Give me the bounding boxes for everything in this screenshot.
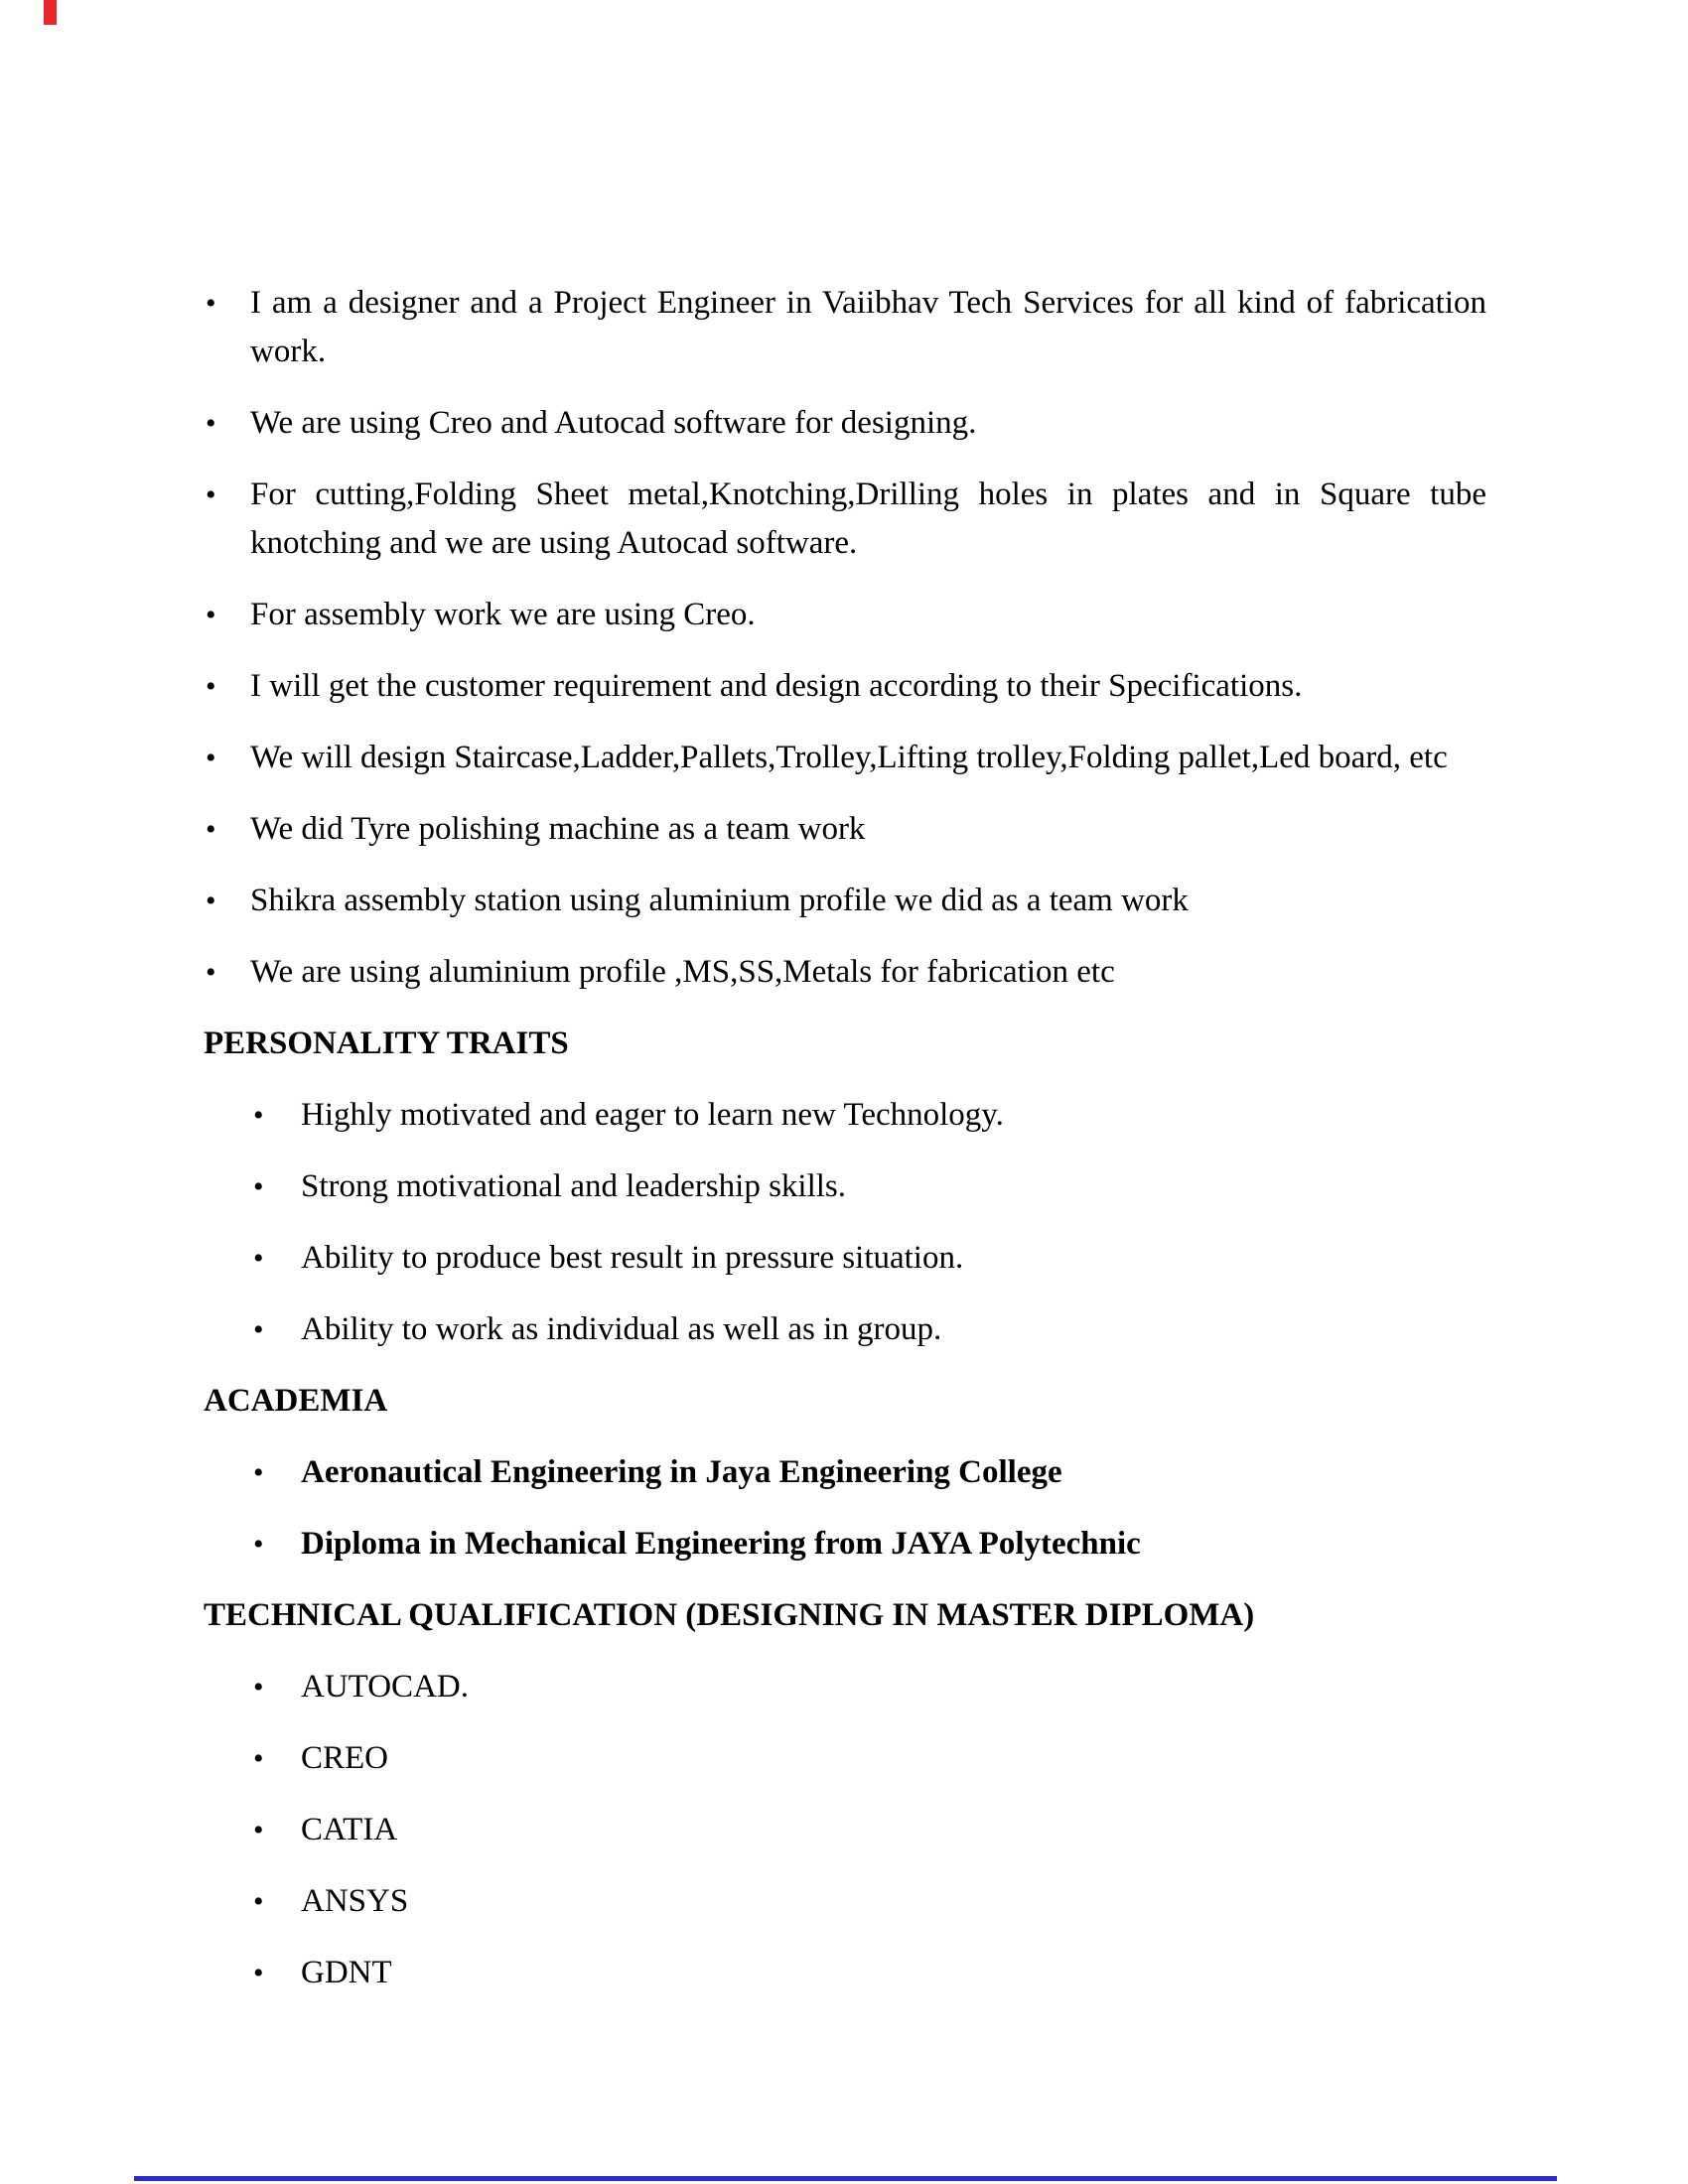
list-item-text: I will get the customer requirement and design according to their Specifications. xyxy=(250,668,1303,704)
footer-blue-rule xyxy=(134,2176,1557,2181)
bullet-icon: • xyxy=(253,1170,264,1203)
list-item xyxy=(206,279,1486,376)
list-item-text: Shikra assembly station using aluminium profile we did as a team work xyxy=(250,883,1189,918)
document-content xyxy=(0,279,1688,2020)
list-item-text: GDNT xyxy=(301,1955,392,1990)
list-item-text: We did Tyre polishing machine as a team work xyxy=(250,811,866,847)
list-item xyxy=(253,1663,1486,1711)
list-item-text: We are using aluminium profile ,MS,SS,Metals for fabrication etc xyxy=(250,954,1115,990)
list-item xyxy=(206,591,1486,639)
bullet-icon: • xyxy=(253,1456,264,1489)
bullet-icon: • xyxy=(253,1957,264,1989)
bullet-icon: • xyxy=(206,287,216,320)
bullet-icon: • xyxy=(206,813,216,846)
bullet-icon: • xyxy=(253,1313,264,1346)
list-item xyxy=(206,471,1486,568)
section-heading: PERSONALITY TRAITS xyxy=(204,1025,569,1061)
list-item xyxy=(253,1234,1486,1283)
intro-bullet-list xyxy=(204,279,1486,997)
list-item-text: For cutting,Folding Sheet metal,Knotching,Drilling holes in plates and in Square tube knotching and we are using Autocad software. xyxy=(250,477,1486,561)
bullet-icon: • xyxy=(206,742,216,774)
list-item xyxy=(206,662,1486,711)
list-item-text: Ability to work as individual as well as in group. xyxy=(301,1311,942,1347)
bullet-icon: • xyxy=(206,599,216,631)
bullet-icon: • xyxy=(253,1814,264,1846)
bullet-icon: • xyxy=(253,1528,264,1561)
list-item xyxy=(206,948,1486,997)
list-item-text: CATIA xyxy=(301,1812,398,1847)
list-item xyxy=(253,1091,1486,1140)
list-item-text: For assembly work we are using Creo. xyxy=(250,597,756,632)
list-item-text: CREO xyxy=(301,1740,389,1776)
list-item xyxy=(253,1448,1486,1497)
list-item-text: We will design Staircase,Ladder,Pallets,Trolley,Lifting trolley,Folding pallet,Led board, etc xyxy=(250,740,1448,775)
section-heading: ACADEMIA xyxy=(204,1383,388,1419)
bullet-icon: • xyxy=(253,1099,264,1132)
list-item-text: Ability to produce best result in pressure situation. xyxy=(301,1240,964,1276)
list-item xyxy=(253,1877,1486,1926)
list-item xyxy=(206,399,1486,448)
sections-root xyxy=(204,1020,1486,1997)
bullet-icon: • xyxy=(253,1242,264,1275)
list-item xyxy=(206,734,1486,782)
list-item xyxy=(206,877,1486,925)
bullet-icon: • xyxy=(253,1885,264,1918)
list-item-text: I am a designer and a Project Engineer in Vaiibhav Tech Services for all kind of fabrication work. xyxy=(250,285,1486,369)
list-item xyxy=(253,1949,1486,1997)
list-item xyxy=(253,1305,1486,1354)
list-item-text: ANSYS xyxy=(301,1883,409,1919)
section-heading: TECHNICAL QUALIFICATION (DESIGNING IN MASTER DIPLOMA) xyxy=(204,1597,1255,1633)
list-item-text: We are using Creo and Autocad software for designing. xyxy=(250,405,977,441)
list-item xyxy=(253,1520,1486,1569)
bullet-icon: • xyxy=(206,670,216,703)
list-item-text: Strong motivational and leadership skills. xyxy=(301,1168,847,1204)
bullet-icon: • xyxy=(206,956,216,989)
list-item xyxy=(253,1734,1486,1783)
bullet-icon: • xyxy=(253,1742,264,1775)
bullet-icon: • xyxy=(253,1671,264,1704)
list-item xyxy=(206,805,1486,854)
bullet-icon: • xyxy=(206,478,216,511)
list-item-text: Diploma in Mechanical Engineering from JAYA Polytechnic xyxy=(301,1526,1141,1562)
list-item-text: AUTOCAD. xyxy=(301,1669,469,1705)
list-item xyxy=(253,1806,1486,1854)
list-item xyxy=(253,1162,1486,1211)
list-item-text: Aeronautical Engineering in Jaya Engineering College xyxy=(301,1454,1062,1490)
bullet-icon: • xyxy=(206,407,216,440)
list-item-text: Highly motivated and eager to learn new Technology. xyxy=(301,1097,1004,1133)
page-edge-red-mark xyxy=(44,0,57,25)
bullet-icon: • xyxy=(206,885,216,917)
